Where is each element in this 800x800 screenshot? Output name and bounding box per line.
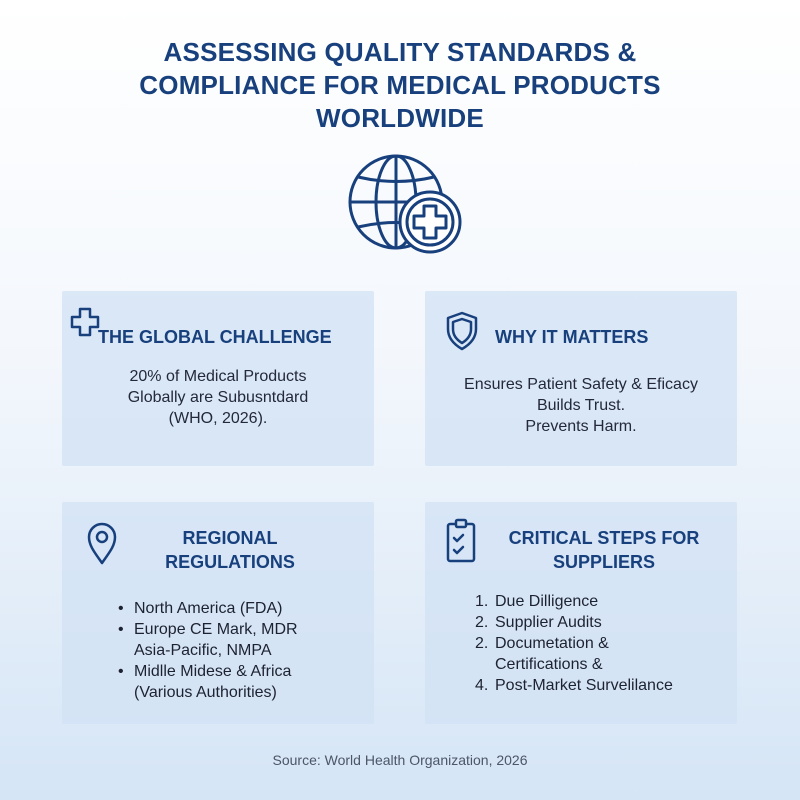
body-line: Prevents Harm. (525, 418, 637, 435)
step-number (475, 654, 495, 675)
step-text: Due Dilligence (495, 593, 599, 610)
list-item (475, 654, 730, 675)
list-item: (Various Authorities) (134, 684, 277, 701)
step-text: Documetation & (495, 635, 609, 652)
location-pin-icon (86, 522, 118, 566)
step-number: 2. (475, 614, 489, 631)
step-number: 1. (475, 593, 489, 610)
regional-regulations-card (62, 502, 374, 724)
why-it-matters-text (425, 374, 737, 437)
medical-cross-icon (70, 307, 100, 337)
critical-steps-card (425, 502, 737, 724)
body-line: Globally are Subusntdard (127, 389, 309, 406)
list-item (475, 612, 730, 633)
steps-list (475, 591, 730, 696)
page-title (40, 36, 760, 135)
regional-regulations-heading (130, 526, 330, 574)
title-line: WORLDWIDE (316, 103, 484, 133)
step-text: Post-Market Survelilance (495, 677, 673, 694)
shield-icon (445, 311, 479, 351)
critical-steps-heading (489, 526, 719, 574)
list-item (475, 591, 730, 612)
heading-line: REGIONAL (182, 528, 278, 548)
list-item (475, 633, 730, 654)
list-item: • North America (FDA) (118, 598, 368, 619)
body-line: Builds Trust. (536, 397, 626, 414)
list-item (475, 675, 730, 696)
globe-with-medical-cross-icon (344, 150, 462, 260)
regulations-list (118, 598, 368, 703)
step-text: Certifications & (495, 656, 603, 673)
global-challenge-card (62, 291, 374, 466)
global-challenge-text (62, 366, 374, 429)
step-text: Supplier Audits (495, 614, 602, 631)
why-it-matters-heading: WHY IT MATTERS (495, 327, 649, 347)
body-line: 20% of Medical Products (129, 368, 307, 385)
why-it-matters-card (425, 291, 737, 466)
heading-line: SUPPLIERS (552, 552, 656, 572)
title-line: COMPLIANCE FOR MEDICAL PRODUCTS (139, 70, 661, 100)
step-number: 4. (475, 677, 489, 694)
heading-line: REGULATIONS (165, 552, 295, 572)
body-line: Ensures Patient Safety & Eficacy (464, 376, 698, 393)
list-item: • Europe CE Mark, MDR (118, 619, 368, 640)
body-line: (WHO, 2026). (168, 410, 268, 427)
heading-line: CRITICAL STEPS FOR (508, 528, 700, 548)
step-number: 2. (475, 635, 489, 652)
source-note: Source: World Health Organization, 2026 (272, 752, 528, 768)
clipboard-checklist-icon (445, 518, 477, 564)
title-line: ASSESSING QUALITY STANDARDS & (163, 37, 637, 67)
list-item: Asia-Pacific, NMPA (134, 642, 272, 659)
list-item: • Midlle Midese & Africa (118, 661, 368, 682)
global-challenge-heading: THE GLOBAL CHALLENGE (98, 327, 332, 347)
